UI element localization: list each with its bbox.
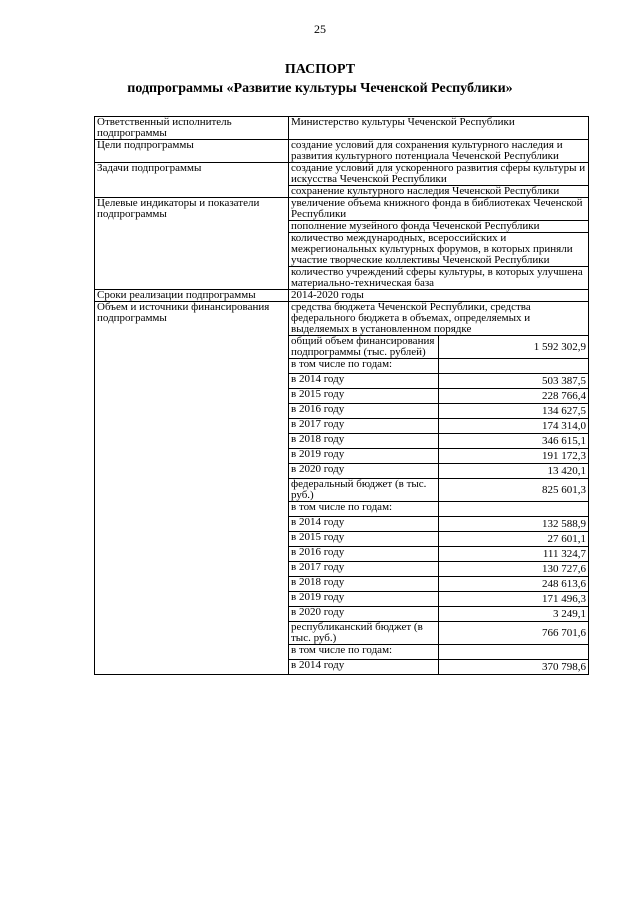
empty-cell	[439, 359, 589, 374]
row-goals	[95, 140, 589, 163]
year-value: 13 420,1	[439, 464, 589, 479]
empty-cell	[439, 502, 589, 517]
funding-total-value: 1 592 302,9	[439, 336, 589, 359]
year-value: 248 613,6	[439, 577, 589, 592]
year-label: в 2014 году	[289, 374, 439, 389]
year-value: 171 496,3	[439, 592, 589, 607]
year-label: в 2020 году	[289, 464, 439, 479]
year-label: в 2018 году	[289, 577, 439, 592]
indicator-item: количество международных, всероссийских и межрегиональных культурных форумов, в которых приняли участие творческие коллективы Чеченской Республики	[289, 233, 589, 267]
label-terms: Сроки реализации подпрограммы	[95, 290, 289, 302]
year-label: в 2014 году	[289, 660, 439, 675]
year-label: в 2017 году	[289, 419, 439, 434]
year-label: в 2016 году	[289, 404, 439, 419]
year-label: в 2015 году	[289, 532, 439, 547]
row-tasks	[95, 163, 589, 186]
year-label: в 2020 году	[289, 607, 439, 622]
task-item: сохранение культурного наследия Чеченской Республики	[289, 186, 589, 198]
federal-value: 825 601,3	[439, 479, 589, 502]
label-tasks: Задачи подпрограммы	[95, 163, 289, 198]
year-value: 132 588,9	[439, 517, 589, 532]
row-terms	[95, 290, 589, 302]
year-value: 134 627,5	[439, 404, 589, 419]
year-label: в 2017 году	[289, 562, 439, 577]
year-label: в 2014 году	[289, 517, 439, 532]
year-value: 346 615,1	[439, 434, 589, 449]
year-label: в 2015 году	[289, 389, 439, 404]
value-responsible: Министерство культуры Чеченской Республики	[289, 117, 589, 140]
label-responsible: Ответственный исполнитель подпрограммы	[95, 117, 289, 140]
document-subtitle: подпрограммы «Развитие культуры Чеченской Республики»	[127, 81, 513, 96]
by-years-label: в том числе по годам:	[289, 645, 439, 660]
by-years-label: в том числе по годам:	[289, 359, 439, 374]
label-funding: Объем и источники финансирования подпрограммы	[95, 302, 289, 675]
task-item: создание условий для ускоренного развития сферы культуры и искусства Чеченской Республики	[289, 163, 589, 186]
year-value: 3 249,1	[439, 607, 589, 622]
republic-label: республиканский бюджет (в тыс. руб.)	[289, 622, 439, 645]
by-years-label: в том числе по годам:	[289, 502, 439, 517]
indicator-item: количество учреждений сферы культуры, в которых улучшена материально-техническая база	[289, 267, 589, 290]
year-value: 191 172,3	[439, 449, 589, 464]
year-value: 130 727,6	[439, 562, 589, 577]
federal-label: федеральный бюджет (в тыс. руб.)	[289, 479, 439, 502]
goal-item: создание условий для сохранения культурного наследия и развития культурного потенциала Чеченской Республики	[289, 140, 589, 163]
year-label: в 2016 году	[289, 547, 439, 562]
year-value: 111 324,7	[439, 547, 589, 562]
funding-total-label: общий объем финансирования подпрограммы (тыс. рублей)	[289, 336, 439, 359]
label-indicators: Целевые индикаторы и показатели подпрограммы	[95, 198, 289, 290]
year-label: в 2019 году	[289, 592, 439, 607]
funding-intro: средства бюджета Чеченской Республики, средства федерального бюджета в объемах, определяемых и выделяемых в установленном порядке	[289, 302, 589, 336]
year-value: 27 601,1	[439, 532, 589, 547]
year-label: в 2018 году	[289, 434, 439, 449]
page-number: 25	[314, 22, 326, 36]
row-responsible	[95, 117, 589, 140]
indicator-item: пополнение музейного фонда Чеченской Республики	[289, 221, 589, 233]
year-value: 503 387,5	[439, 374, 589, 389]
passport-table	[94, 116, 589, 675]
year-value: 174 314,0	[439, 419, 589, 434]
year-value: 370 798,6	[439, 660, 589, 675]
indicator-item: увеличение объема книжного фонда в библиотеках Чеченской Республики	[289, 198, 589, 221]
label-goals: Цели подпрограммы	[95, 140, 289, 163]
empty-cell	[439, 645, 589, 660]
row-funding	[95, 302, 589, 336]
year-label: в 2019 году	[289, 449, 439, 464]
republic-value: 766 701,6	[439, 622, 589, 645]
year-value: 228 766,4	[439, 389, 589, 404]
value-terms: 2014-2020 годы	[289, 290, 589, 302]
document-title: ПАСПОРТ	[284, 62, 356, 77]
row-indicators	[95, 198, 589, 221]
